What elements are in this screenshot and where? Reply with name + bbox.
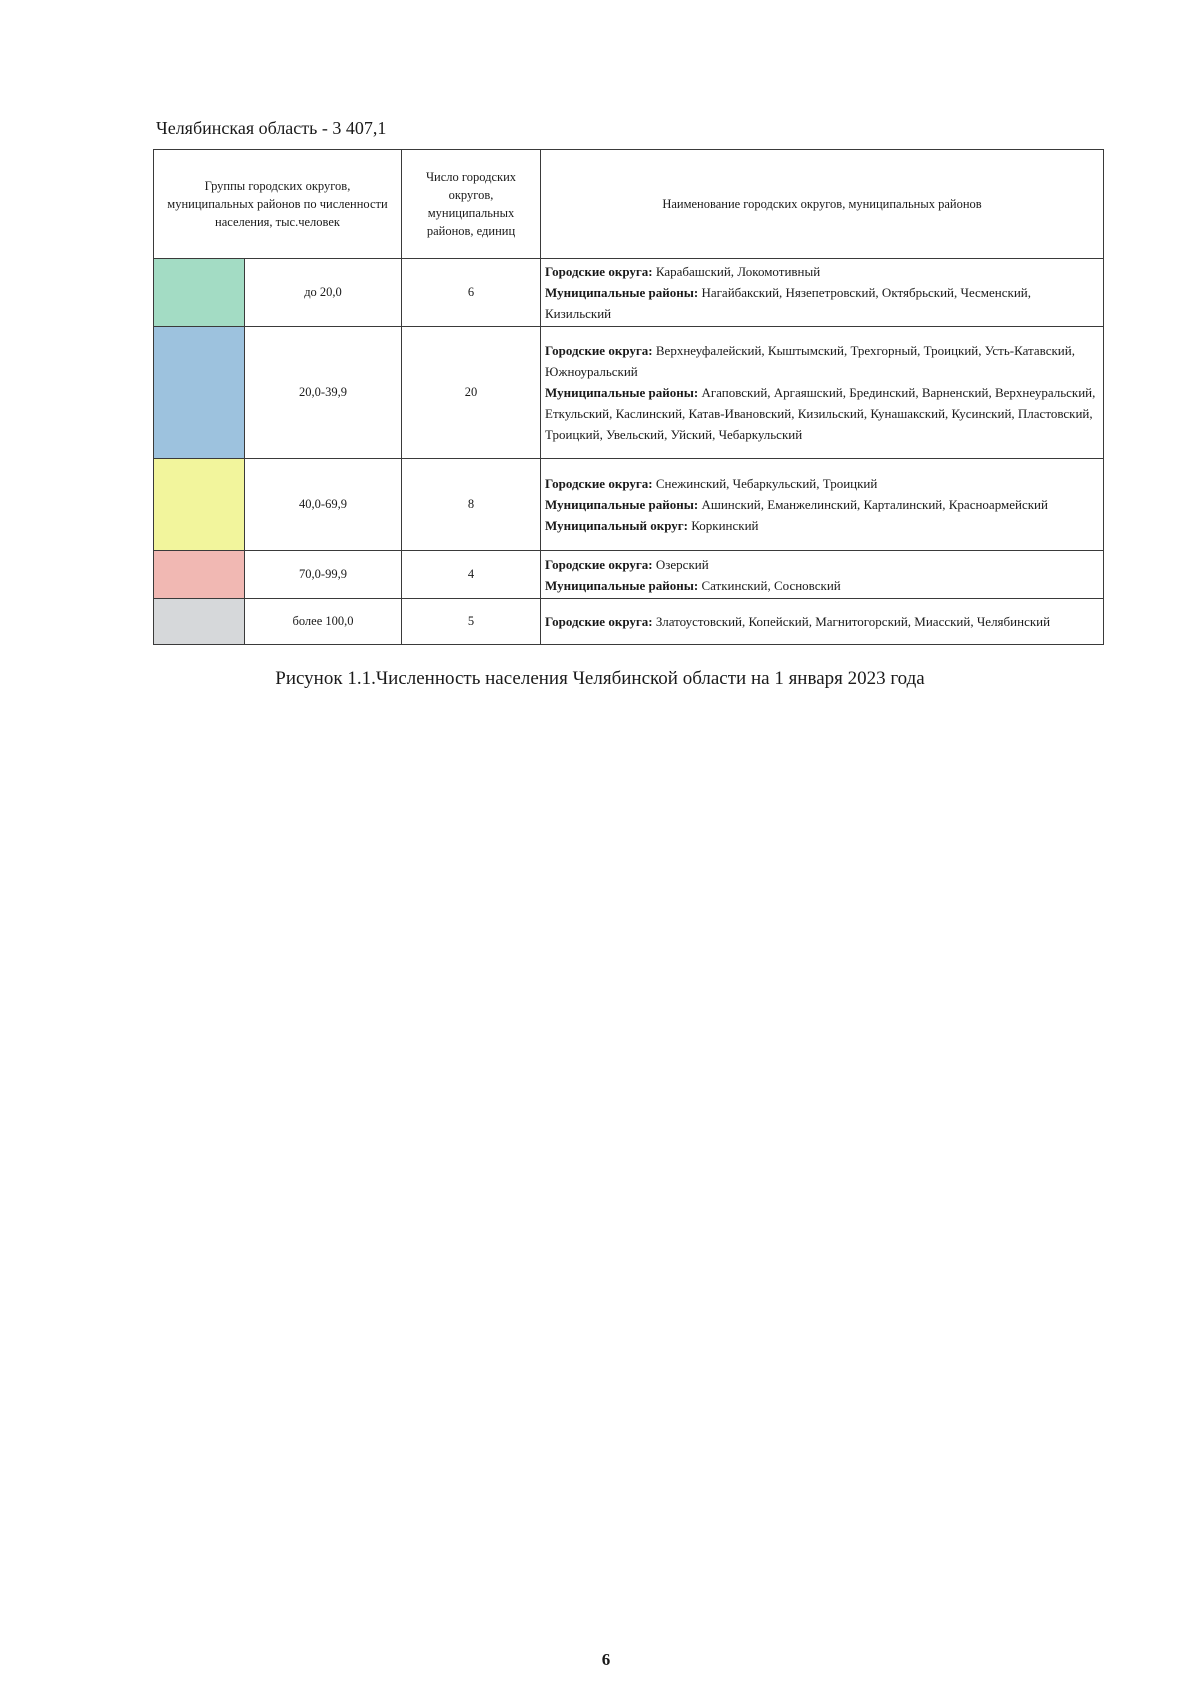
names-label: Городские округа: (545, 556, 653, 572)
names-text: Коркинский (688, 518, 759, 533)
names-label: Муниципальные районы: (545, 577, 699, 593)
page-number: 6 (601, 1650, 611, 1669)
count-cell: 4 (402, 551, 541, 599)
count-cell: 20 (402, 327, 541, 459)
color-swatch (154, 459, 245, 551)
names-label: Городские округа: (545, 614, 653, 629)
page-heading: Челябинская область - 3 407,1 (156, 118, 387, 138)
count-cell: 5 (402, 599, 541, 645)
names-cell (541, 459, 1104, 551)
figure-caption: Рисунок 1.1.Численность населения Челябинской области на 1 января 2023 года (275, 668, 925, 689)
names-text: Верхнеуфалейский, Кыштымский, Трехгорный, Троицкий, Усть-Катавский, Южноуральский (545, 343, 1075, 379)
range-cell: 70,0-99,9 (245, 551, 402, 599)
names-label: Городские округа: (545, 264, 653, 279)
table-row (154, 459, 1104, 551)
names-text: Ашинский, Еманжелинский, Карталинский, Красноармейский (698, 497, 1048, 512)
color-swatch (154, 551, 245, 599)
color-swatch (154, 599, 245, 645)
names-text: Агаповский, Аргаяшский, Брединский, Варненский, Верхнеуральский, Еткульский, Каслинский, Катав-Ивановский, Кизильский, Кунашакский, Кусинский, Пластовский, Троицкий, Увельский, Уйский, Чебаркульский (545, 385, 1096, 442)
count-cell: 6 (402, 259, 541, 327)
table-row (154, 599, 1104, 645)
range-cell: до 20,0 (245, 259, 402, 327)
table-header-row (154, 150, 1104, 259)
names-text: Снежинский, Чебаркульский, Троицкий (652, 476, 878, 491)
names-label: Муниципальный округ: (545, 518, 688, 533)
names-text: Нагайбакский, Нязепетровский, Октябрьский, Чесменский, Кизильский (545, 285, 1032, 321)
table-row (154, 551, 1104, 599)
table-row (154, 327, 1104, 459)
range-cell: 20,0-39,9 (245, 327, 402, 459)
population-table (153, 149, 1104, 645)
names-cell (541, 551, 1104, 599)
names-label: Городские округа: (545, 343, 653, 358)
table-row (154, 259, 1104, 327)
range-cell: более 100,0 (245, 599, 402, 645)
names-text: Златоустовский, Копейский, Магнитогорский, Миасский, Челябинский (652, 614, 1051, 629)
names-text: Карабашский, Локомотивный (652, 264, 821, 279)
color-swatch (154, 327, 245, 459)
names-cell (541, 327, 1104, 459)
names-cell (541, 259, 1104, 327)
names-text: Озерский (652, 556, 709, 572)
header-groups: Группы городских округов, муниципальных районов по численности населения, тыс.человек (154, 150, 402, 259)
count-cell: 8 (402, 459, 541, 551)
header-count: Число городских округов, муниципальных районов, единиц (402, 150, 541, 259)
names-cell (541, 599, 1104, 645)
header-names: Наименование городских округов, муниципальных районов (541, 150, 1104, 259)
names-text: Саткинский, Сосновский (698, 577, 841, 593)
names-label: Городские округа: (545, 476, 653, 491)
color-swatch (154, 259, 245, 327)
range-cell: 40,0-69,9 (245, 459, 402, 551)
names-label: Муниципальные районы: (545, 385, 699, 400)
names-label: Муниципальные районы: (545, 285, 699, 300)
names-label: Муниципальные районы: (545, 497, 699, 512)
